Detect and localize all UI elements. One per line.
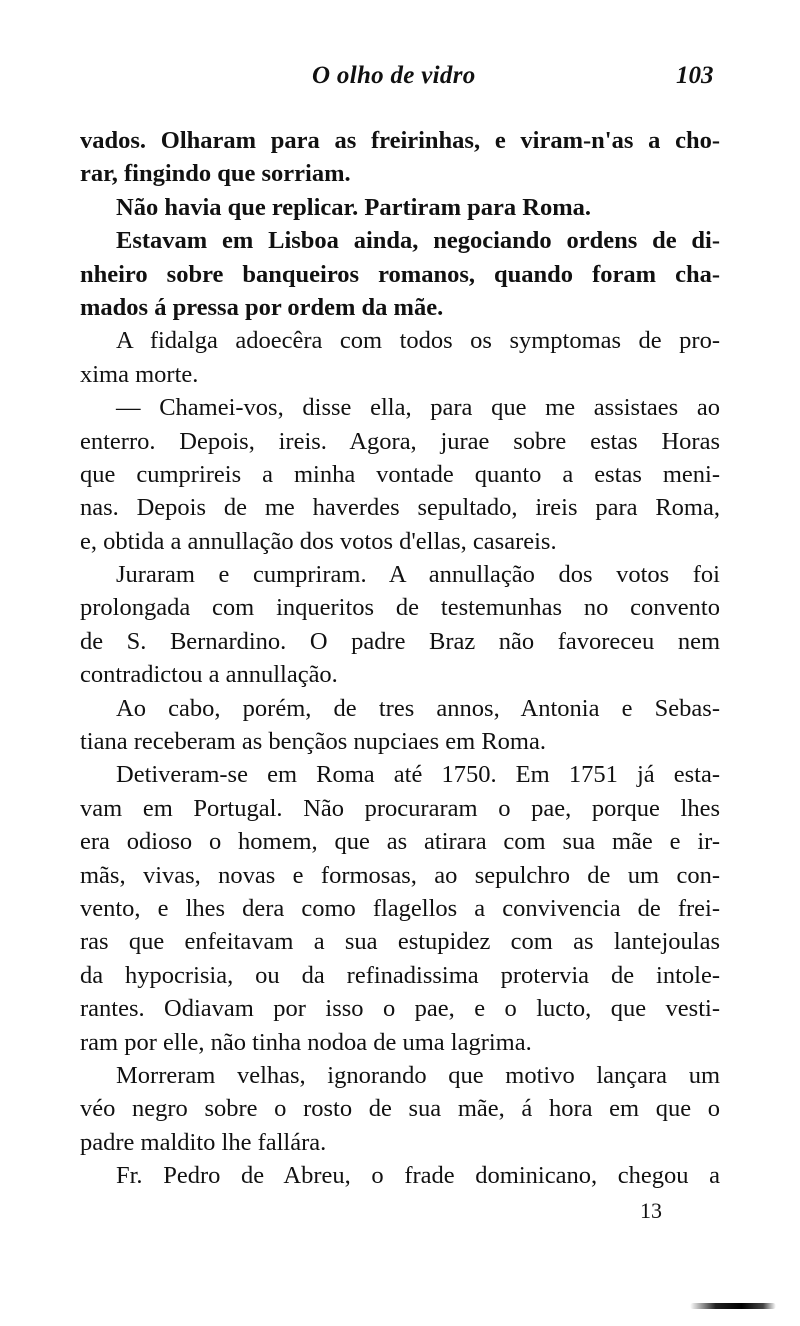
text-line: véo negro sobre o rosto de sua mãe, á hora em que o xyxy=(80,1095,720,1123)
text-line: contradictou a annullação. xyxy=(80,661,338,689)
text-line: mãs, vivas, novas e formosas, ao sepulchro de um con- xyxy=(80,861,720,889)
body-text xyxy=(80,124,720,1193)
text-line: Ao cabo, porém, de tres annos, Antonia e Sebas- xyxy=(116,694,720,722)
text-line: xima morte. xyxy=(80,360,199,388)
text-line: vados. Olharam para as freirinhas, e viram-n'as a cho- xyxy=(80,127,720,154)
signature-mark: 13 xyxy=(640,1198,662,1223)
text-line: — Chamei-vos, disse ella, para que me assistaes ao xyxy=(116,394,720,422)
text-line: nheiro sobre banqueiros romanos, quando foram cha- xyxy=(80,260,720,288)
text-line: Estavam em Lisboa ainda, negociando ordens de di- xyxy=(116,227,720,255)
running-title: O olho de vidro xyxy=(312,62,476,89)
text-line: mados á pressa por ordem da mãe. xyxy=(80,293,444,321)
text-line: ras que enfeitavam a sua estupidez com as lantejoulas xyxy=(80,928,720,956)
text-line: A fidalga adoecêra com todos os symptomas de pro- xyxy=(116,327,720,355)
text-line: Morreram velhas, ignorando que motivo lançara um xyxy=(116,1061,720,1089)
text-line: prolongada com inqueritos de testemunhas no convento xyxy=(80,594,720,622)
text-line: enterro. Depois, ireis. Agora, jurae sobre estas Horas xyxy=(80,427,720,455)
text-line: tiana receberam as bençãos nupciaes em Roma. xyxy=(80,728,546,756)
text-line: padre maldito lhe fallára. xyxy=(80,1128,327,1156)
text-line: Juraram e cumpriram. A annullação dos votos foi xyxy=(116,561,720,589)
text-line: ram por elle, não tinha nodoa de uma lagrima. xyxy=(80,1028,532,1056)
text-line: Não havia que replicar. Partiram para Roma. xyxy=(116,193,591,221)
text-line: Fr. Pedro de Abreu, o frade dominicano, chegou a xyxy=(116,1162,720,1190)
text-line: da hypocrisia, ou da refinadissima protervia de intole- xyxy=(80,961,720,989)
text-line: Detiveram-se em Roma até 1750. Em 1751 já esta- xyxy=(116,761,720,789)
page-number: 103 xyxy=(676,62,714,89)
text-line: de S. Bernardino. O padre Braz não favoreceu nem xyxy=(80,627,720,655)
text-line: e, obtida a annullação dos votos d'ellas, casareis. xyxy=(80,527,557,555)
text-line: era odioso o homem, que as atirara com sua mãe e ir- xyxy=(80,828,720,856)
ink-ornament xyxy=(690,1303,776,1309)
text-line: nas. Depois de me haverdes sepultado, ireis para Roma, xyxy=(80,494,720,522)
running-head xyxy=(0,62,800,96)
text-line: rar, fingindo que sorriam. xyxy=(80,160,351,188)
text-line: que cumprireis a minha vontade quanto a estas meni- xyxy=(80,460,720,488)
text-line: rantes. Odiavam por isso o pae, e o lucto, que vesti- xyxy=(80,995,720,1023)
text-line: vento, e lhes dera como flagellos a convivencia de frei- xyxy=(80,894,720,922)
text-line: vam em Portugal. Não procuraram o pae, porque lhes xyxy=(80,794,720,822)
